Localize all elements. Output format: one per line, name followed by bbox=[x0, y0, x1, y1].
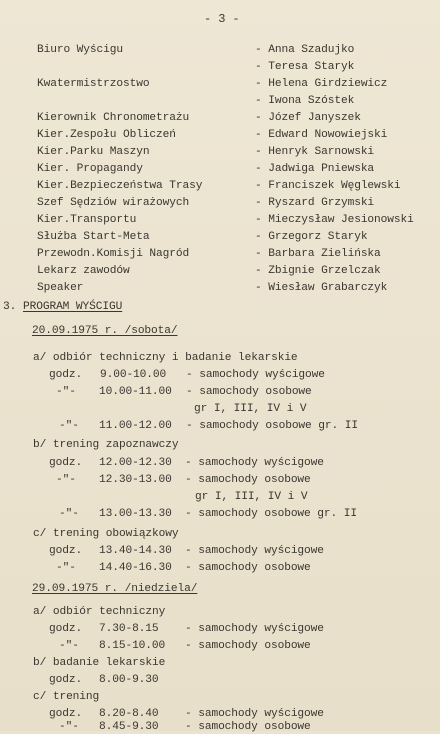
program-section-title: c/ trening obowiązkowy bbox=[33, 528, 179, 540]
staff-role: Kierownik Chronometrażu bbox=[37, 112, 190, 124]
time-prefix: godz. bbox=[49, 457, 83, 469]
time-range: 8.00-9.30 bbox=[99, 674, 159, 686]
time-range: 11.00-12.00 bbox=[99, 420, 172, 432]
time-prefix: godz. bbox=[49, 708, 83, 720]
time-range: 8.45-9.30 bbox=[99, 721, 159, 733]
time-range: 10.00-11.00 bbox=[99, 386, 172, 398]
time-continuation: gr I, III, IV i V bbox=[194, 403, 307, 415]
time-prefix: -"- bbox=[56, 474, 76, 486]
section-heading: PROGRAM WYŚCIGU bbox=[23, 301, 123, 313]
time-prefix: godz. bbox=[49, 369, 83, 381]
staff-name: - Józef Janyszek bbox=[255, 112, 361, 124]
time-desc: - samochody osobowe bbox=[185, 474, 311, 486]
staff-name: - Jadwiga Pniewska bbox=[255, 163, 375, 175]
time-range: 13.00-13.30 bbox=[99, 508, 172, 520]
time-prefix: -"- bbox=[59, 508, 79, 520]
staff-role: Przewodn.Komisji Nagród bbox=[37, 248, 190, 260]
time-prefix: -"- bbox=[59, 420, 79, 432]
time-prefix: godz. bbox=[49, 674, 83, 686]
time-desc: - samochody wyścigowe bbox=[185, 457, 324, 469]
staff-name: - Ryszard Grzymski bbox=[255, 197, 375, 209]
section-number: 3. bbox=[3, 301, 17, 313]
staff-role: Kier. Propagandy bbox=[37, 163, 143, 175]
staff-name: - Helena Girdziewicz bbox=[255, 78, 388, 90]
staff-role: Speaker bbox=[37, 282, 84, 294]
day-date: 29.09.1975 r. /niedziela/ bbox=[32, 583, 198, 595]
time-prefix: -"- bbox=[59, 640, 79, 652]
time-range: 9.00-10.00 bbox=[100, 369, 167, 381]
time-desc: - samochody wyścigowe bbox=[185, 545, 324, 557]
staff-role: Kier.Zespołu Obliczeń bbox=[37, 129, 176, 141]
staff-name: - Zbignie Grzelczak bbox=[255, 265, 381, 277]
program-section-title: b/ trening zapoznawczy bbox=[33, 439, 179, 451]
time-prefix: -"- bbox=[56, 386, 76, 398]
time-range: 7.30-8.15 bbox=[99, 623, 159, 635]
time-range: 14.40-16.30 bbox=[99, 562, 172, 574]
time-range: 13.40-14.30 bbox=[99, 545, 172, 557]
time-prefix: -"- bbox=[59, 721, 79, 733]
staff-name: - Wiesław Grabarczyk bbox=[255, 282, 388, 294]
staff-role: Kier.Parku Maszyn bbox=[37, 146, 150, 158]
program-section-title: c/ trening bbox=[33, 691, 100, 703]
time-range: 8.20-8.40 bbox=[99, 708, 159, 720]
staff-name: - Franciszek Węglewski bbox=[255, 180, 401, 192]
staff-name: - Henryk Sarnowski bbox=[255, 146, 375, 158]
staff-role: Kier.Bezpieczeństwa Trasy bbox=[37, 180, 203, 192]
staff-role: Służba Start-Meta bbox=[37, 231, 150, 243]
time-desc: - samochody wyścigowe bbox=[185, 623, 324, 635]
program-section-title: b/ badanie lekarskie bbox=[33, 657, 166, 669]
program-section-title: a/ odbiór techniczny bbox=[33, 606, 166, 618]
time-prefix: godz. bbox=[49, 545, 83, 557]
program-section-title: a/ odbiór techniczny i badanie lekarskie bbox=[33, 352, 298, 364]
time-prefix: -"- bbox=[56, 562, 76, 574]
time-desc: - samochody osobowe bbox=[185, 721, 311, 733]
time-range: 12.00-12.30 bbox=[99, 457, 172, 469]
time-range: 12.30-13.00 bbox=[99, 474, 172, 486]
page-number: - 3 - bbox=[204, 12, 240, 26]
staff-name: - Iwona Szóstek bbox=[255, 95, 355, 107]
time-desc: - samochody wyścigowe bbox=[186, 369, 325, 381]
staff-role: Kwatermistrzostwo bbox=[37, 78, 150, 90]
staff-name: - Anna Szadujko bbox=[255, 44, 355, 56]
time-continuation: gr I, III, IV i V bbox=[195, 491, 308, 503]
staff-name: - Grzegorz Staryk bbox=[255, 231, 368, 243]
time-prefix: godz. bbox=[49, 623, 83, 635]
staff-name: - Mieczysław Jesionowski bbox=[255, 214, 414, 226]
time-desc: - samochody osobowe gr. II bbox=[185, 508, 357, 520]
staff-name: - Edward Nowowiejski bbox=[255, 129, 388, 141]
time-desc: - samochody wyścigowe bbox=[185, 708, 324, 720]
staff-role: Lekarz zawodów bbox=[37, 265, 130, 277]
time-range: 8.15-10.00 bbox=[99, 640, 166, 652]
staff-name: - Barbara Zielińska bbox=[255, 248, 381, 260]
staff-role: Kier.Transportu bbox=[37, 214, 137, 226]
staff-role: Szef Sędziów wirażowych bbox=[37, 197, 190, 209]
time-desc: - samochody osobowe bbox=[185, 640, 311, 652]
staff-name: - Teresa Staryk bbox=[255, 61, 355, 73]
staff-role: Biuro Wyścigu bbox=[37, 44, 123, 56]
time-desc: - samochody osobowe bbox=[186, 386, 312, 398]
time-desc: - samochody osobowe bbox=[185, 562, 311, 574]
day-date: 20.09.1975 r. /sobota/ bbox=[32, 325, 178, 337]
time-desc: - samochody osobowe gr. II bbox=[186, 420, 358, 432]
